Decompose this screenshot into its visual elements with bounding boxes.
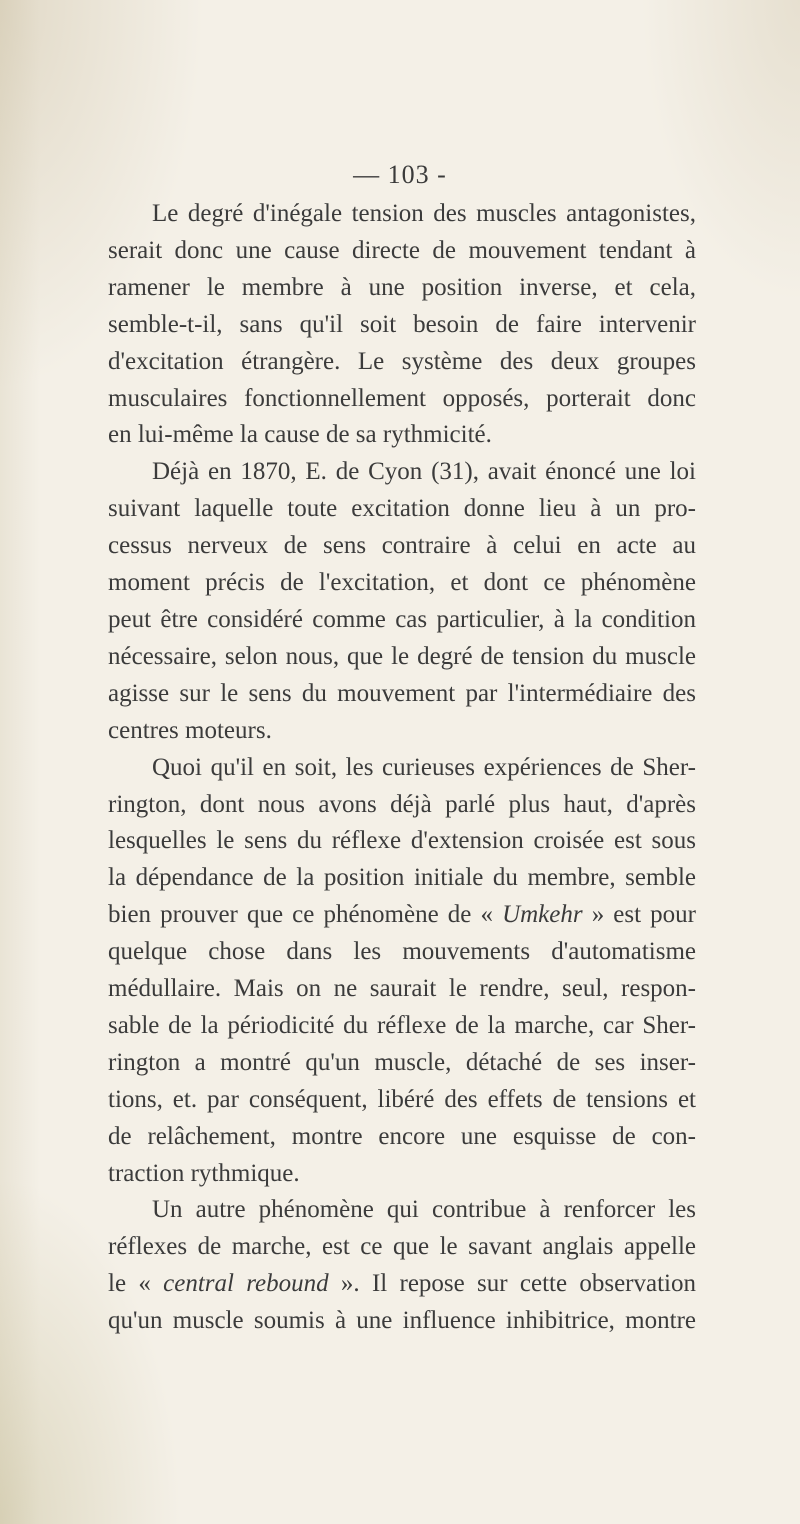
text-line: Un autre phénomène qui contribue à renforcer les bbox=[152, 1196, 696, 1224]
text-line: réflexes de marche, est ce que le savant anglais appelle bbox=[108, 1233, 696, 1261]
paragraph-3 bbox=[108, 750, 696, 1193]
text-line: bien prouver que ce phénomène de « Umkehr » est pour bbox=[108, 901, 696, 929]
text-line: cessus nerveux de sens contraire à celui en acte au bbox=[108, 532, 696, 560]
text-line: tions, et. par conséquent, libéré des effets de tensions et bbox=[108, 1085, 696, 1113]
text-line: Quoi qu'il en soit, les curieuses expériences de Sher- bbox=[152, 753, 696, 781]
text-line: Déjà en 1870, E. de Cyon (31), avait énoncé une loi bbox=[152, 458, 696, 486]
text-line: Le degré d'inégale tension des muscles antagonistes, bbox=[152, 200, 696, 227]
body-text bbox=[108, 196, 696, 1340]
text-line: en lui-même la cause de sa rythmicité. bbox=[108, 421, 492, 449]
text-line: lesquelles le sens du réflexe d'extension croisée est sous bbox=[108, 827, 696, 855]
italic-term: central rebound bbox=[163, 1270, 329, 1298]
text-line: le « central rebound ». Il repose sur cette observation bbox=[108, 1270, 696, 1298]
text-line: moment précis de l'excitation, et dont ce phénomène bbox=[108, 569, 696, 597]
text-line: nécessaire, selon nous, que le degré de tension du muscle bbox=[108, 642, 696, 670]
text-line: quelque chose dans les mouvements d'automatisme bbox=[108, 938, 696, 966]
text-line: la dépendance de la position initiale du membre, semble bbox=[108, 864, 696, 892]
text-line: rington, dont nous avons déjà parlé plus haut, d'après bbox=[108, 790, 696, 818]
text-line: peut être considéré comme cas particulier, à la condition bbox=[108, 605, 696, 633]
text-line: rington a montré qu'un muscle, détaché de ses inser- bbox=[108, 1048, 696, 1076]
text-line: de relâchement, montre encore une esquisse de con- bbox=[108, 1122, 696, 1150]
italic-term: Umkehr bbox=[502, 901, 583, 929]
text-line: serait donc une cause directe de mouvement tendant à bbox=[108, 236, 696, 264]
text-line: centres moteurs. bbox=[108, 716, 272, 744]
page-number: — 103 - bbox=[353, 160, 447, 189]
text-line: qu'un muscle soumis à une influence inhibitrice, montre bbox=[108, 1307, 696, 1335]
text-line: agisse sur le sens du mouvement par l'intermédiaire des bbox=[108, 679, 696, 707]
text-line: ramener le membre à une position inverse, et cela, bbox=[108, 273, 696, 301]
paragraph-4 bbox=[108, 1192, 696, 1340]
text-line: d'excitation étrangère. Le système des deux groupes bbox=[108, 347, 696, 375]
text-line: sable de la périodicité du réflexe de la marche, car Sher- bbox=[108, 1011, 696, 1039]
text-line: semble-t-il, sans qu'il soit besoin de faire intervenir bbox=[108, 310, 696, 338]
text-line: traction rythmique. bbox=[108, 1159, 300, 1187]
paragraph-2 bbox=[108, 454, 696, 749]
paragraph-1 bbox=[108, 196, 696, 454]
text-line: médullaire. Mais on ne saurait le rendre, seul, respon- bbox=[108, 975, 696, 1003]
text-line: suivant laquelle toute excitation donne lieu à un pro- bbox=[108, 495, 696, 523]
text-line: musculaires fonctionnellement opposés, porterait donc bbox=[108, 384, 696, 412]
